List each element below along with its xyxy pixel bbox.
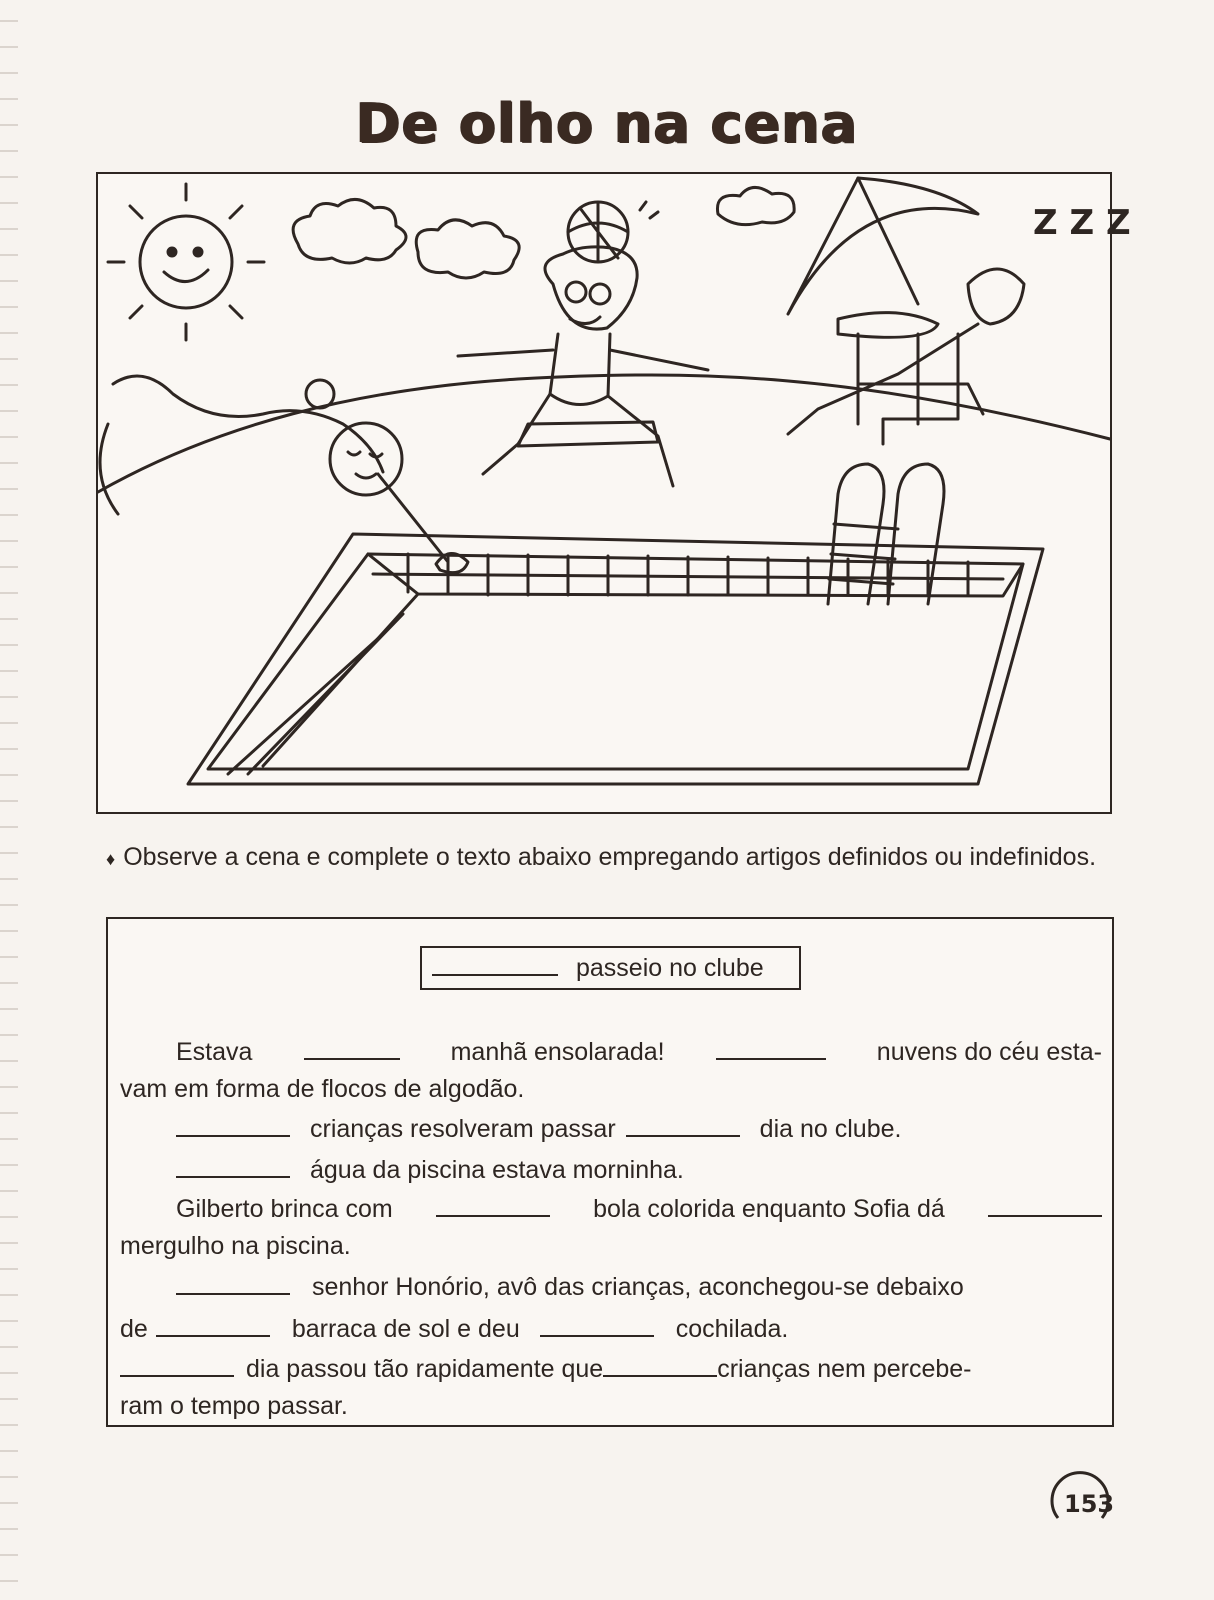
blank-11[interactable] [120,1351,234,1377]
blank-title[interactable] [432,950,558,976]
exercise-line-10: ram o tempo passar. [120,1392,348,1420]
instruction-text [106,840,1114,877]
blank-5[interactable] [176,1152,290,1178]
exercise-line-2: vam em forma de flocos de algodão. [120,1075,525,1103]
page-title: De olho na cena [355,92,859,155]
page-number: 153 [1064,1490,1115,1518]
cloud-3 [717,187,794,224]
blank-9[interactable] [156,1311,270,1337]
blank-7[interactable] [988,1191,1102,1217]
exercise-line-8: de barraca de sol e deu cochilada. [120,1311,1102,1344]
exercise-heading-box [420,946,801,990]
exercise-line-1: Estava manhã ensolarada! nuvens do céu esta- [120,1034,1102,1067]
sun-icon [108,184,264,340]
blank-12[interactable] [603,1351,717,1377]
exercise-heading: passeio no clube [576,954,764,982]
blank-3[interactable] [176,1111,290,1137]
exercise-line-7: senhor Honório, avô das crianças, aconchegou-se debaixo [120,1269,1102,1302]
cloud-1 [293,199,406,263]
blank-2[interactable] [716,1034,826,1060]
girl-diving-figure [100,376,468,573]
fill-in-exercise-box [106,917,1114,1427]
blank-4[interactable] [626,1111,740,1137]
blank-1[interactable] [304,1034,400,1060]
notebook-spiral-edge [0,0,18,1600]
blank-6[interactable] [436,1191,550,1217]
page-number-badge [1048,1468,1115,1532]
swimming-pool [188,534,1043,784]
cloud-2 [416,220,519,278]
blank-10[interactable] [540,1311,654,1337]
blank-8[interactable] [176,1269,290,1295]
instruction-body: Observe a cena e complete o texto abaixo empregando artigos definidos ou indefinidos. [123,843,1097,871]
beach-ball-icon [568,202,658,262]
exercise-line-4: água da piscina estava morninha. [120,1152,1102,1185]
pool-scene-illustration [96,172,1131,814]
exercise-line-9: dia passou tão rapidamente que crianças nem percebe- [120,1351,1102,1384]
exercise-line-6: mergulho na piscina. [120,1232,351,1260]
umbrella-icon [788,178,978,424]
sleep-text: Z Z Z [1033,203,1131,243]
exercise-line-3: crianças resolveram passar dia no clube. [120,1111,1102,1144]
bullet-diamond-icon: ♦ [106,849,116,869]
boy-figure [458,247,708,486]
exercise-line-5: Gilberto brinca com bola colorida enquanto Sofia dá [120,1191,1102,1224]
